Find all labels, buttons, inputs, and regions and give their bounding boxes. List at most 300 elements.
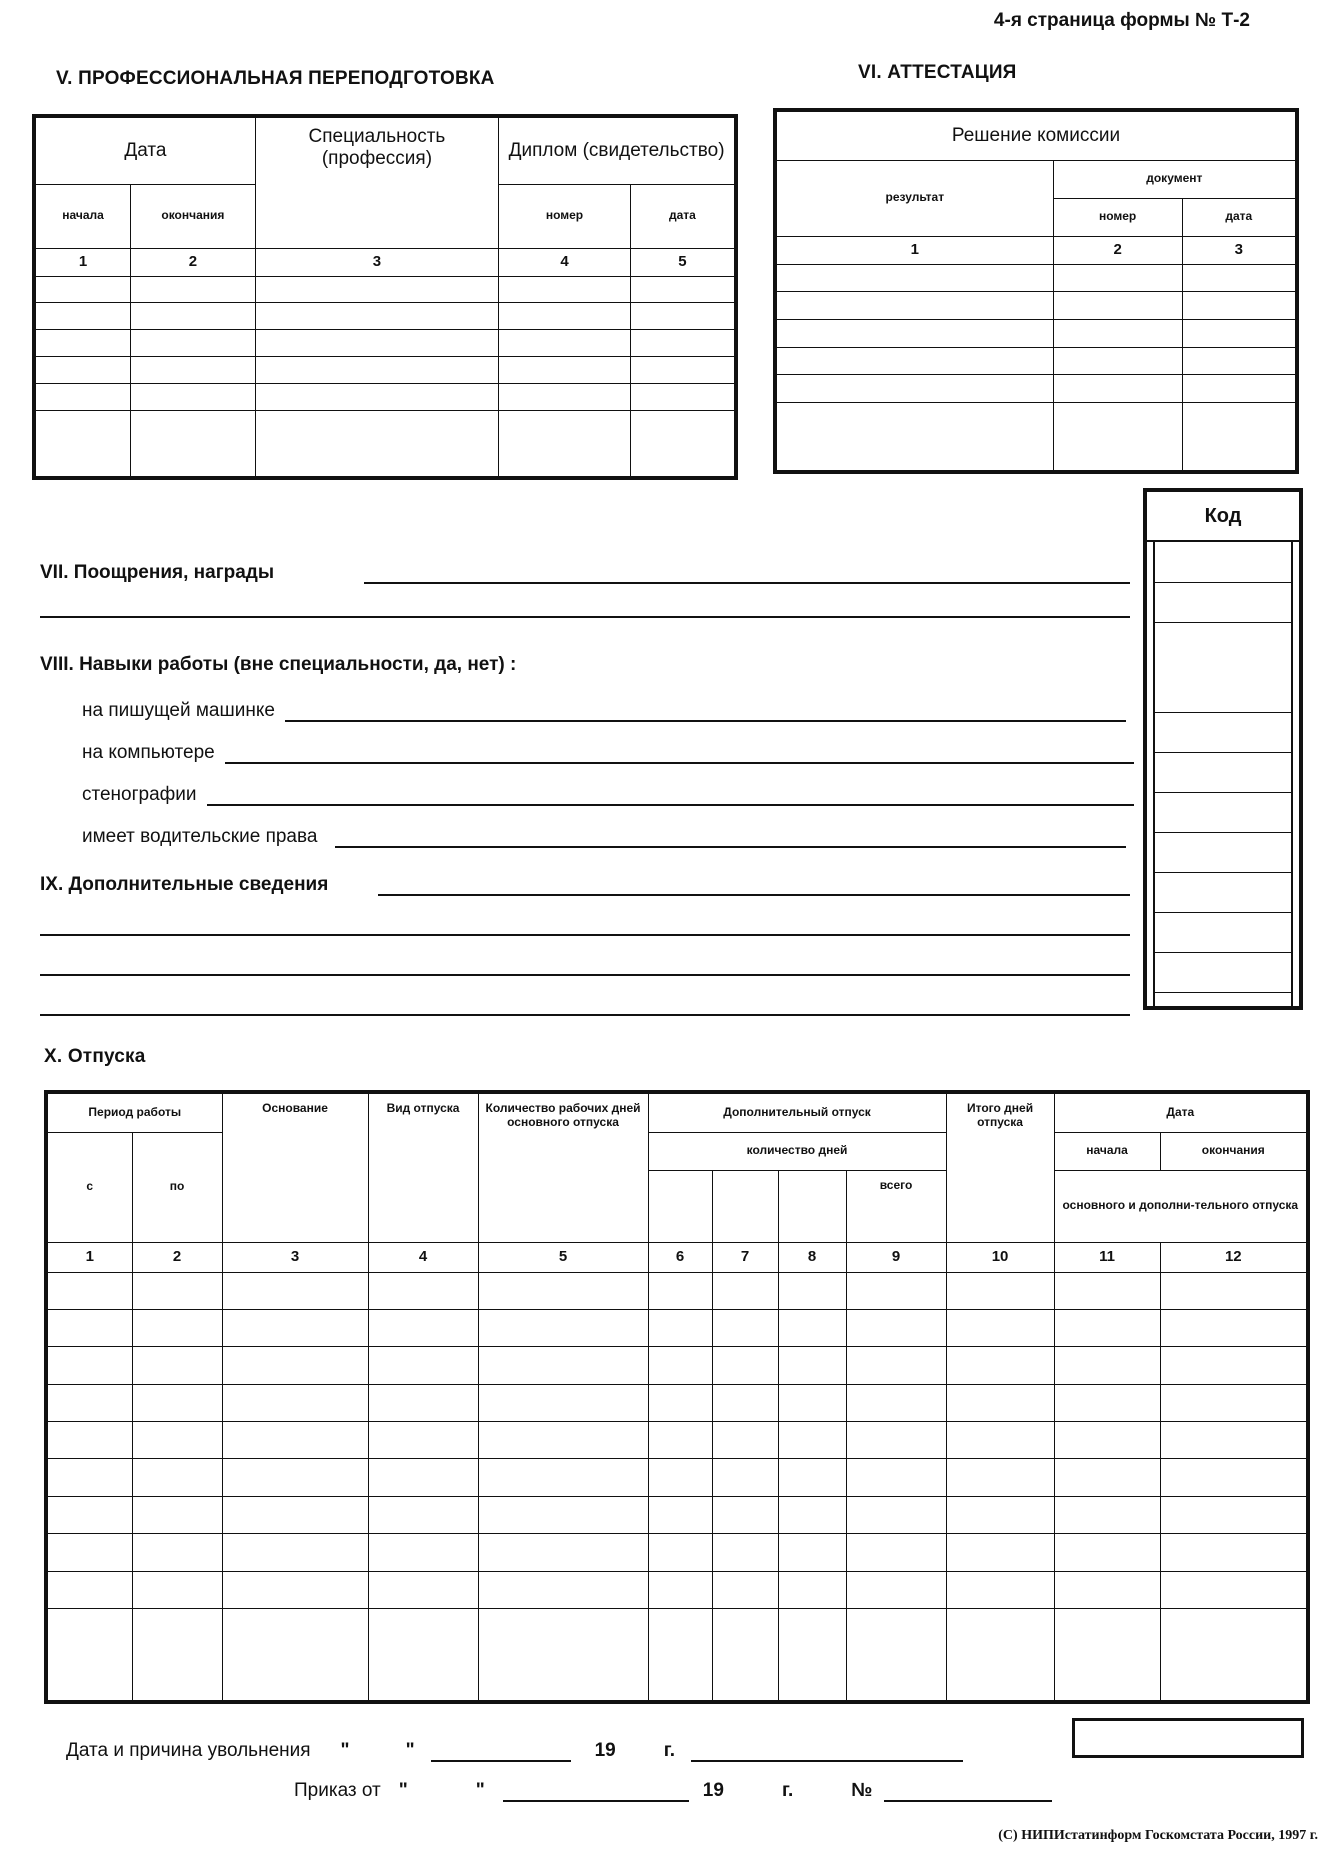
- table-cell[interactable]: [368, 1459, 478, 1496]
- table-cell[interactable]: [1182, 347, 1297, 375]
- table-cell[interactable]: [255, 384, 498, 411]
- table-cell[interactable]: [46, 1347, 132, 1384]
- table-cell[interactable]: [132, 1459, 222, 1496]
- table-cell[interactable]: [1054, 1571, 1160, 1608]
- table-cell[interactable]: [1182, 319, 1297, 347]
- table-cell[interactable]: [132, 1571, 222, 1608]
- table-cell[interactable]: [131, 276, 256, 303]
- skill-input-line[interactable]: [285, 698, 1126, 722]
- col-additional-header: Дополнительный отпуск: [648, 1092, 946, 1132]
- table-cell[interactable]: [1053, 403, 1182, 472]
- skill-input-line[interactable]: [207, 782, 1134, 806]
- col-basis-header: Основание: [222, 1092, 368, 1242]
- table-row: [775, 264, 1297, 292]
- table-cell[interactable]: [1160, 1347, 1308, 1384]
- table-cell[interactable]: [1160, 1571, 1308, 1608]
- table-row: [775, 347, 1297, 375]
- table-cell[interactable]: [1160, 1422, 1308, 1459]
- table-cell[interactable]: [132, 1384, 222, 1421]
- table-cell[interactable]: [1053, 292, 1182, 320]
- table-cell[interactable]: [222, 1534, 368, 1571]
- table-cell[interactable]: [648, 1459, 712, 1496]
- table-cell[interactable]: [712, 1422, 778, 1459]
- table-cell[interactable]: [34, 411, 131, 478]
- table-cell[interactable]: [132, 1496, 222, 1533]
- dismissal-reason-field[interactable]: [691, 1742, 963, 1762]
- table-cell[interactable]: [478, 1272, 648, 1309]
- col-diploma-date-header: дата: [630, 184, 736, 248]
- table-cell[interactable]: [946, 1534, 1054, 1571]
- table-cell[interactable]: [131, 357, 256, 384]
- dismissal-row: [66, 1740, 963, 1762]
- table-cell[interactable]: [499, 303, 631, 330]
- table-cell[interactable]: [478, 1459, 648, 1496]
- table-cell[interactable]: [778, 1347, 846, 1384]
- table-cell[interactable]: [946, 1347, 1054, 1384]
- table-cell[interactable]: [1182, 264, 1297, 292]
- table-cell[interactable]: [1160, 1496, 1308, 1533]
- blank-header-cell: [778, 1170, 846, 1242]
- col-main-add-header: основного и дополни-тельного отпуска: [1054, 1170, 1308, 1242]
- table-cell[interactable]: [846, 1534, 946, 1571]
- skill-input-line[interactable]: [335, 824, 1126, 848]
- table-cell[interactable]: [778, 1272, 846, 1309]
- table-cell[interactable]: [630, 384, 736, 411]
- table-cell[interactable]: [499, 357, 631, 384]
- blank-header-cell: [712, 1170, 778, 1242]
- table-cell[interactable]: [222, 1496, 368, 1533]
- col-number: 3: [255, 248, 498, 276]
- col-number: 12: [1160, 1242, 1308, 1272]
- table-cell[interactable]: [1054, 1534, 1160, 1571]
- table-row: [34, 411, 736, 478]
- additional-info-row: [40, 872, 1130, 896]
- code-cell-divider: [1155, 952, 1291, 953]
- table-cell[interactable]: [255, 357, 498, 384]
- table-cell[interactable]: [1053, 319, 1182, 347]
- table-cell[interactable]: [946, 1422, 1054, 1459]
- table-row: [46, 1347, 1308, 1384]
- table-cell[interactable]: [846, 1384, 946, 1421]
- table-cell[interactable]: [712, 1347, 778, 1384]
- table-cell[interactable]: [478, 1496, 648, 1533]
- table-cell[interactable]: [1160, 1272, 1308, 1309]
- table-row: [775, 319, 1297, 347]
- table-cell[interactable]: [368, 1422, 478, 1459]
- table-cell[interactable]: [846, 1496, 946, 1533]
- table-cell[interactable]: [131, 384, 256, 411]
- table-cell[interactable]: [1053, 264, 1182, 292]
- year-prefix: 19: [702, 1780, 724, 1801]
- table-cell[interactable]: [255, 330, 498, 357]
- table-row: [775, 292, 1297, 320]
- table-cell[interactable]: [46, 1422, 132, 1459]
- col-number: 2: [131, 248, 256, 276]
- table-row: [46, 1496, 1308, 1533]
- col-number: 2: [1053, 236, 1182, 264]
- table-cell[interactable]: [648, 1309, 712, 1346]
- table-cell[interactable]: [648, 1571, 712, 1608]
- vacations-table: [44, 1090, 1310, 1704]
- table-cell[interactable]: [775, 403, 1053, 472]
- table-cell[interactable]: [1054, 1384, 1160, 1421]
- col-diploma-header: Диплом (свидетельство): [499, 116, 736, 184]
- col-number: 2: [132, 1242, 222, 1272]
- col-number: 8: [778, 1242, 846, 1272]
- table-cell[interactable]: [34, 276, 131, 303]
- table-cell[interactable]: [648, 1384, 712, 1421]
- table-cell[interactable]: [1054, 1496, 1160, 1533]
- col-workdays-header: Количество рабочих дней основного отпуска: [478, 1092, 648, 1242]
- table-cell[interactable]: [630, 276, 736, 303]
- table-cell[interactable]: [778, 1609, 846, 1702]
- col-to-header: по: [132, 1132, 222, 1242]
- col-number: 1: [34, 248, 131, 276]
- table-cell[interactable]: [778, 1384, 846, 1421]
- table-cell[interactable]: [222, 1609, 368, 1702]
- table-cell[interactable]: [499, 411, 631, 478]
- table-cell[interactable]: [1182, 403, 1297, 472]
- col-type-header: Вид отпуска: [368, 1092, 478, 1242]
- table-cell[interactable]: [946, 1459, 1054, 1496]
- col-total-header: всего: [846, 1170, 946, 1242]
- table-row: [34, 384, 736, 411]
- table-cell[interactable]: [478, 1347, 648, 1384]
- table-cell[interactable]: [46, 1609, 132, 1702]
- skill-row-typewriter: [82, 698, 1126, 722]
- table-cell[interactable]: [499, 276, 631, 303]
- col-date-header: Дата: [1054, 1092, 1308, 1132]
- year-prefix: 19: [594, 1740, 616, 1761]
- table-cell[interactable]: [132, 1347, 222, 1384]
- table-cell[interactable]: [131, 303, 256, 330]
- table-cell[interactable]: [1054, 1422, 1160, 1459]
- col-number: 3: [222, 1242, 368, 1272]
- col-specialty-header: Специальность (профессия): [255, 116, 498, 248]
- col-date-header: дата: [1182, 198, 1297, 236]
- col-decision-header: Решение комиссии: [775, 110, 1297, 160]
- table-cell[interactable]: [46, 1384, 132, 1421]
- col-number: 5: [478, 1242, 648, 1272]
- table-row: [46, 1609, 1308, 1702]
- code-cell-divider: [1155, 622, 1291, 623]
- table-cell[interactable]: [712, 1496, 778, 1533]
- table-cell[interactable]: [648, 1272, 712, 1309]
- col-number: 1: [46, 1242, 132, 1272]
- order-month-field[interactable]: [503, 1782, 689, 1802]
- col-number: 3: [1182, 236, 1297, 264]
- table-cell[interactable]: [255, 411, 498, 478]
- table-row: [46, 1571, 1308, 1608]
- table-cell[interactable]: [775, 319, 1053, 347]
- table-cell[interactable]: [478, 1534, 648, 1571]
- table-cell[interactable]: [1160, 1534, 1308, 1571]
- blank-header-cell: [648, 1170, 712, 1242]
- table-cell[interactable]: [46, 1571, 132, 1608]
- table-cell[interactable]: [46, 1459, 132, 1496]
- table-cell[interactable]: [648, 1422, 712, 1459]
- table-cell[interactable]: [778, 1496, 846, 1533]
- table-cell[interactable]: [846, 1272, 946, 1309]
- table-cell[interactable]: [499, 384, 631, 411]
- col-number: 4: [368, 1242, 478, 1272]
- table-row: [34, 357, 736, 384]
- code-cell-divider: [1155, 872, 1291, 873]
- code-cell-divider: [1155, 712, 1291, 713]
- dismissal-label: Дата и причина увольнения: [66, 1740, 311, 1761]
- table-cell[interactable]: [368, 1347, 478, 1384]
- table-cell[interactable]: [846, 1459, 946, 1496]
- table-cell[interactable]: [778, 1459, 846, 1496]
- table-cell[interactable]: [778, 1422, 846, 1459]
- code-cell-divider: [1155, 582, 1291, 583]
- table-cell[interactable]: [648, 1347, 712, 1384]
- attestation-table: [773, 108, 1299, 474]
- retraining-table: [32, 114, 738, 480]
- table-cell[interactable]: [1160, 1609, 1308, 1702]
- table-cell[interactable]: [499, 330, 631, 357]
- table-cell[interactable]: [846, 1309, 946, 1346]
- skill-label: на компьютере: [82, 742, 215, 763]
- table-row: [34, 303, 736, 330]
- table-row: [46, 1309, 1308, 1346]
- code-cell-divider: [1155, 832, 1291, 833]
- section-7-title: VII. Поощрения, награды: [40, 562, 275, 583]
- col-period-header: Период работы: [46, 1092, 222, 1132]
- code-cell-divider: [1155, 912, 1291, 913]
- table-cell[interactable]: [368, 1309, 478, 1346]
- table-cell[interactable]: [775, 292, 1053, 320]
- col-number-header: номер: [499, 184, 631, 248]
- code-cells: [1153, 542, 1293, 1006]
- table-cell[interactable]: [712, 1384, 778, 1421]
- table-cell[interactable]: [946, 1571, 1054, 1608]
- table-cell[interactable]: [1053, 347, 1182, 375]
- table-cell[interactable]: [946, 1309, 1054, 1346]
- table-row: [46, 1422, 1308, 1459]
- section-6-title: VI. АТТЕСТАЦИЯ: [858, 62, 1017, 83]
- table-cell[interactable]: [132, 1272, 222, 1309]
- code-cell-divider: [1155, 752, 1291, 753]
- form-page-header: 4-я страница формы № Т-2: [993, 10, 1250, 31]
- table-cell[interactable]: [1054, 1272, 1160, 1309]
- skill-label: стенографии: [82, 784, 197, 805]
- table-cell[interactable]: [478, 1384, 648, 1421]
- table-cell[interactable]: [846, 1347, 946, 1384]
- col-number: 4: [499, 248, 631, 276]
- col-days-count-header: количество дней: [648, 1132, 946, 1170]
- skill-row-computer: [82, 740, 1134, 764]
- awards-row: [40, 560, 1130, 584]
- code-cell-divider: [1155, 992, 1291, 993]
- table-cell[interactable]: [368, 1534, 478, 1571]
- table-cell[interactable]: [946, 1272, 1054, 1309]
- table-row: [34, 330, 736, 357]
- table-cell[interactable]: [778, 1534, 846, 1571]
- dismissal-month-field[interactable]: [431, 1742, 571, 1762]
- table-row: [46, 1384, 1308, 1421]
- col-number: 9: [846, 1242, 946, 1272]
- table-cell[interactable]: [255, 276, 498, 303]
- col-end-header: окончания: [1160, 1132, 1308, 1170]
- table-cell[interactable]: [46, 1496, 132, 1533]
- order-label: Приказ от: [294, 1780, 381, 1801]
- col-end-header: окончания: [131, 184, 256, 248]
- table-cell[interactable]: [712, 1609, 778, 1702]
- number-sign: №: [851, 1780, 873, 1801]
- col-document-header: документ: [1053, 160, 1297, 198]
- table-cell[interactable]: [131, 411, 256, 478]
- quote-open: ": [340, 1740, 350, 1761]
- table-cell[interactable]: [222, 1309, 368, 1346]
- col-result-header: результат: [775, 160, 1053, 236]
- table-cell[interactable]: [712, 1272, 778, 1309]
- table-cell[interactable]: [222, 1459, 368, 1496]
- table-cell[interactable]: [368, 1571, 478, 1608]
- table-cell[interactable]: [478, 1609, 648, 1702]
- table-cell[interactable]: [34, 357, 131, 384]
- table-cell[interactable]: [131, 330, 256, 357]
- table-cell[interactable]: [778, 1571, 846, 1608]
- skill-row-driving: [82, 824, 1126, 848]
- order-row: [294, 1780, 1052, 1802]
- table-cell[interactable]: [478, 1309, 648, 1346]
- table-cell[interactable]: [775, 375, 1053, 403]
- table-row: [34, 276, 736, 303]
- table-cell[interactable]: [712, 1534, 778, 1571]
- table-cell[interactable]: [630, 357, 736, 384]
- table-cell[interactable]: [222, 1347, 368, 1384]
- awards-input-line-2[interactable]: [40, 616, 1130, 618]
- table-cell[interactable]: [648, 1609, 712, 1702]
- skill-input-line[interactable]: [225, 740, 1134, 764]
- table-cell[interactable]: [946, 1384, 1054, 1421]
- table-row: [46, 1534, 1308, 1571]
- table-cell[interactable]: [222, 1571, 368, 1608]
- table-cell[interactable]: [132, 1422, 222, 1459]
- code-cell-divider: [1155, 792, 1291, 793]
- table-cell[interactable]: [1053, 375, 1182, 403]
- copyright-notice: (C) НИПИстатинформ Госкомстата России, 1997 г.: [998, 1828, 1318, 1843]
- year-suffix: г.: [663, 1740, 676, 1761]
- section-5-title: V. ПРОФЕССИОНАЛЬНАЯ ПЕРЕПОДГОТОВКА: [56, 68, 495, 89]
- table-cell[interactable]: [34, 330, 131, 357]
- table-cell[interactable]: [368, 1496, 478, 1533]
- table-cell[interactable]: [132, 1309, 222, 1346]
- table-cell[interactable]: [132, 1609, 222, 1702]
- col-start-header: начала: [34, 184, 131, 248]
- col-number: 7: [712, 1242, 778, 1272]
- table-cell[interactable]: [1182, 292, 1297, 320]
- table-cell[interactable]: [648, 1496, 712, 1533]
- skill-label: имеет водительские права: [82, 826, 318, 847]
- col-date-header: Дата: [34, 116, 255, 184]
- table-row: [775, 375, 1297, 403]
- quote-close: ": [405, 1740, 415, 1761]
- table-cell[interactable]: [222, 1422, 368, 1459]
- table-cell[interactable]: [1054, 1347, 1160, 1384]
- table-cell[interactable]: [132, 1534, 222, 1571]
- table-cell[interactable]: [712, 1571, 778, 1608]
- table-cell[interactable]: [478, 1422, 648, 1459]
- table-cell[interactable]: [1160, 1309, 1308, 1346]
- table-cell[interactable]: [846, 1422, 946, 1459]
- dismissal-code-box[interactable]: [1072, 1718, 1304, 1758]
- code-column-box: [1143, 488, 1303, 1010]
- table-row: [775, 403, 1297, 472]
- table-cell[interactable]: [34, 303, 131, 330]
- skill-label: на пишущей машинке: [82, 700, 275, 721]
- table-cell[interactable]: [846, 1571, 946, 1608]
- col-number: 5: [630, 248, 736, 276]
- table-cell[interactable]: [630, 330, 736, 357]
- table-row: [46, 1272, 1308, 1309]
- section-8-title: VIII. Навыки работы (вне специальности, да, нет) :: [40, 654, 517, 675]
- table-cell[interactable]: [630, 411, 736, 478]
- col-number-header: номер: [1053, 198, 1182, 236]
- table-cell[interactable]: [1182, 375, 1297, 403]
- table-cell[interactable]: [255, 303, 498, 330]
- order-number-field[interactable]: [884, 1782, 1052, 1802]
- table-cell[interactable]: [778, 1309, 846, 1346]
- col-number: 1: [775, 236, 1053, 264]
- additional-info-input-line[interactable]: [378, 872, 1130, 896]
- table-cell[interactable]: [368, 1609, 478, 1702]
- quote-close: ": [475, 1780, 485, 1801]
- table-cell[interactable]: [46, 1272, 132, 1309]
- quote-open: ": [398, 1780, 408, 1801]
- table-cell[interactable]: [775, 264, 1053, 292]
- awards-input-line[interactable]: [364, 560, 1130, 584]
- table-cell[interactable]: [1054, 1309, 1160, 1346]
- table-cell[interactable]: [34, 384, 131, 411]
- additional-info-input-line-4[interactable]: [40, 1014, 1130, 1016]
- table-cell[interactable]: [222, 1272, 368, 1309]
- section-9-title: IX. Дополнительные сведения: [40, 874, 329, 895]
- table-cell[interactable]: [1054, 1459, 1160, 1496]
- col-total-days-header: Итого дней отпуска: [946, 1092, 1054, 1242]
- col-number: 11: [1054, 1242, 1160, 1272]
- table-cell[interactable]: [1160, 1459, 1308, 1496]
- table-cell[interactable]: [46, 1309, 132, 1346]
- table-cell[interactable]: [846, 1609, 946, 1702]
- table-cell[interactable]: [368, 1272, 478, 1309]
- table-cell[interactable]: [368, 1384, 478, 1421]
- code-header: Код: [1147, 492, 1299, 542]
- table-cell[interactable]: [775, 347, 1053, 375]
- skill-row-shorthand: [82, 782, 1134, 806]
- table-cell[interactable]: [1160, 1384, 1308, 1421]
- section-10-title: X. Отпуска: [44, 1046, 146, 1067]
- table-cell[interactable]: [478, 1571, 648, 1608]
- table-cell[interactable]: [630, 303, 736, 330]
- table-cell[interactable]: [946, 1496, 1054, 1533]
- table-cell[interactable]: [712, 1459, 778, 1496]
- col-start-header: начала: [1054, 1132, 1160, 1170]
- col-number: 6: [648, 1242, 712, 1272]
- table-cell[interactable]: [222, 1384, 368, 1421]
- table-cell[interactable]: [46, 1534, 132, 1571]
- table-row: [46, 1459, 1308, 1496]
- table-cell[interactable]: [712, 1309, 778, 1346]
- table-cell[interactable]: [946, 1609, 1054, 1702]
- additional-info-input-line-2[interactable]: [40, 934, 1130, 936]
- table-cell[interactable]: [648, 1534, 712, 1571]
- table-cell[interactable]: [1054, 1609, 1160, 1702]
- additional-info-input-line-3[interactable]: [40, 974, 1130, 976]
- col-number: 10: [946, 1242, 1054, 1272]
- col-from-header: с: [46, 1132, 132, 1242]
